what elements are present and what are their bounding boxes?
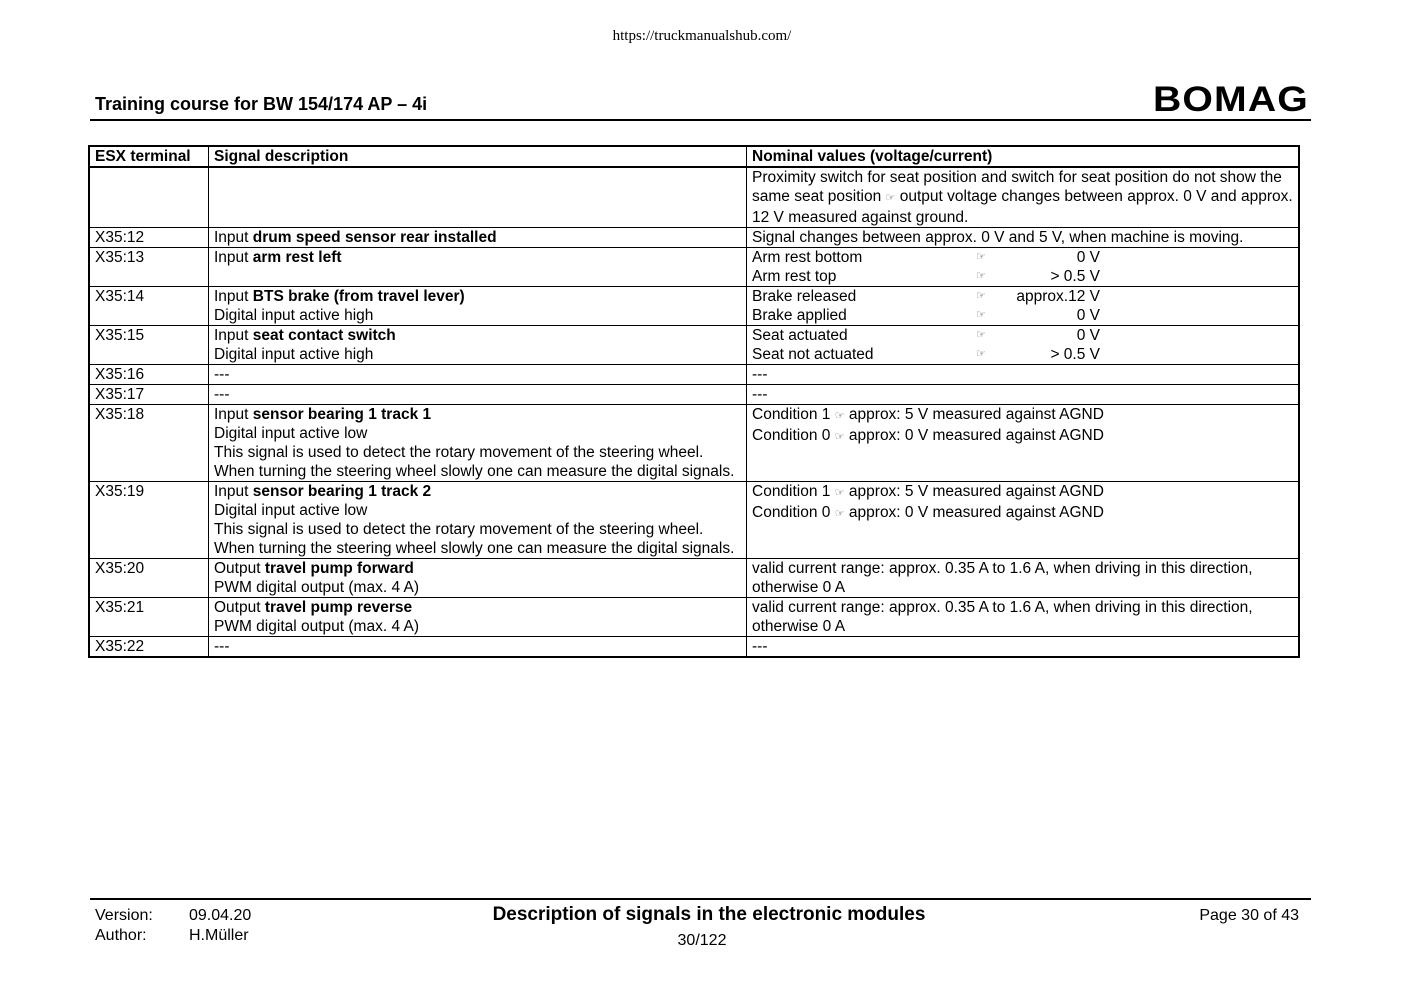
- table-row: [89, 326, 1299, 365]
- pointing-hand-icon: ☞: [834, 410, 845, 422]
- nominal-value-row: [752, 345, 1293, 364]
- nominal-value: 0 V: [1076, 249, 1100, 266]
- nominal-value-row: [752, 306, 1293, 325]
- terminal-cell: X35:17: [89, 385, 209, 405]
- cell-line: PWM digital output (max. 4 A): [214, 579, 420, 596]
- footer-title: Description of signals in the electronic modules: [492, 904, 926, 925]
- nominal-value-row: [752, 267, 1293, 286]
- signal-table: [88, 145, 1300, 658]
- pointing-hand-icon: ☞: [885, 192, 896, 204]
- table-header-row: [89, 146, 1299, 167]
- signal-name: arm rest left: [252, 249, 342, 266]
- nominal-value-row: [752, 248, 1293, 267]
- header-signal-description: Signal description: [209, 146, 747, 167]
- cell-line: valid current range: approx. 0.35 A to 1.6 A, when driving in this direction, otherwise 0 A: [752, 560, 1253, 596]
- pointing-hand-icon: ☞: [976, 348, 986, 360]
- nominal-value: 0 V: [1076, 307, 1100, 324]
- nominal-label: Seat actuated: [752, 327, 848, 344]
- cell-line: Input seat contact switch: [214, 327, 396, 344]
- pointing-hand-icon: ☞: [834, 508, 845, 520]
- cell-line: Output travel pump reverse: [214, 599, 413, 616]
- nominal-value: 0 V: [1076, 327, 1100, 344]
- pointing-hand-icon: ☞: [976, 290, 986, 302]
- cell-line: Condition 1 ☞ approx: 5 V measured against AGND: [752, 483, 1104, 500]
- cell-line: Proximity switch for seat position and switch for seat position do not show the same seat position ☞ output voltage changes between approx. 0 V and approx. 12 V measured against ground.: [752, 169, 1293, 226]
- description-cell: [209, 598, 747, 637]
- cell-line: ---: [214, 386, 230, 403]
- source-url: https://truckmanualshub.com/: [612, 28, 792, 44]
- terminal-cell: X35:21: [89, 598, 209, 637]
- cell-line: Digital input active low: [214, 425, 368, 442]
- table-row: [89, 559, 1299, 598]
- cell-line: Condition 0 ☞ approx: 0 V measured against AGND: [752, 504, 1104, 521]
- header-nominal-values: Nominal values (voltage/current): [747, 146, 1300, 167]
- nominal-value-row: [752, 287, 1293, 306]
- version-label: Version:: [95, 907, 153, 924]
- nominal-label: Brake applied: [752, 307, 847, 324]
- description-cell: [209, 482, 747, 559]
- version-value: 09.04.20: [189, 907, 252, 924]
- table-row: [89, 365, 1299, 385]
- nominal-label: Arm rest bottom: [752, 249, 863, 266]
- nominal-value-row: [752, 326, 1293, 345]
- signal-name: travel pump reverse: [264, 599, 413, 616]
- table-row: [89, 228, 1299, 248]
- cell-line: Condition 1 ☞ approx: 5 V measured against AGND: [752, 406, 1104, 423]
- pointing-hand-icon: ☞: [976, 309, 986, 321]
- nominal-cell: [747, 287, 1300, 326]
- nominal-cell: [747, 559, 1300, 598]
- pointing-hand-icon: ☞: [834, 487, 845, 499]
- cell-line: Input drum speed sensor rear installed: [214, 229, 497, 246]
- table-row: [89, 287, 1299, 326]
- pointing-hand-icon: ☞: [834, 431, 845, 443]
- terminal-cell: X35:20: [89, 559, 209, 598]
- nominal-cell: [747, 326, 1300, 365]
- cell-line: ---: [752, 366, 768, 383]
- page-indicator: Page 30 of 43: [1199, 907, 1299, 924]
- terminal-cell: X35:15: [89, 326, 209, 365]
- table-row: [89, 248, 1299, 287]
- bomag-logo: BOMAG: [1153, 80, 1309, 119]
- cell-line: Digital input active high: [214, 346, 374, 363]
- signal-name: BTS brake (from travel lever): [252, 288, 465, 305]
- description-cell: [209, 287, 747, 326]
- cell-line: Input sensor bearing 1 track 1: [214, 406, 432, 423]
- cell-line: PWM digital output (max. 4 A): [214, 618, 420, 635]
- terminal-cell: X35:12: [89, 228, 209, 248]
- pointing-hand-icon: ☞: [976, 251, 986, 263]
- description-cell: [209, 228, 747, 248]
- author-value: H.Müller: [189, 927, 249, 944]
- description-cell: [209, 167, 747, 228]
- cell-line: Digital input active low: [214, 502, 368, 519]
- description-cell: [209, 559, 747, 598]
- signal-name: drum speed sensor rear installed: [252, 229, 497, 246]
- footer-rule: [90, 898, 1311, 900]
- nominal-cell: [747, 598, 1300, 637]
- cell-line: ---: [752, 638, 768, 655]
- nominal-cell: [747, 637, 1300, 658]
- nominal-cell: [747, 167, 1300, 228]
- cell-line: Digital input active high: [214, 307, 374, 324]
- table-row: [89, 405, 1299, 482]
- cell-line: Signal changes between approx. 0 V and 5 V, when machine is moving.: [752, 229, 1244, 246]
- nominal-cell: [747, 405, 1300, 482]
- terminal-cell: X35:19: [89, 482, 209, 559]
- description-cell: [209, 385, 747, 405]
- nominal-cell: [747, 248, 1300, 287]
- terminal-cell: X35:13: [89, 248, 209, 287]
- cell-line: Input sensor bearing 1 track 2: [214, 483, 432, 500]
- cell-line: Input arm rest left: [214, 249, 342, 266]
- terminal-cell: X35:18: [89, 405, 209, 482]
- nominal-label: Arm rest top: [752, 268, 837, 285]
- cell-line: This signal is used to detect the rotary movement of the steering wheel. When turning the steering wheel slowly one can measure the digital signals.: [214, 521, 735, 557]
- signal-name: sensor bearing 1 track 2: [252, 483, 432, 500]
- description-cell: [209, 637, 747, 658]
- table-body: [89, 167, 1299, 657]
- description-cell: [209, 405, 747, 482]
- description-cell: [209, 365, 747, 385]
- signal-name: sensor bearing 1 track 1: [252, 406, 432, 423]
- cell-line: Condition 0 ☞ approx: 0 V measured against AGND: [752, 427, 1104, 444]
- nominal-cell: [747, 385, 1300, 405]
- terminal-cell: X35:14: [89, 287, 209, 326]
- table-row: [89, 637, 1299, 658]
- nominal-cell: [747, 365, 1300, 385]
- cell-line: ---: [214, 638, 230, 655]
- signal-name: seat contact switch: [252, 327, 396, 344]
- cell-line: ---: [214, 366, 230, 383]
- cell-line: Output travel pump forward: [214, 560, 414, 577]
- nominal-label: Seat not actuated: [752, 346, 874, 363]
- nominal-value: approx.12 V: [1016, 288, 1100, 305]
- cell-line: valid current range: approx. 0.35 A to 1.6 A, when driving in this direction, otherwise 0 A: [752, 599, 1253, 635]
- nominal-cell: [747, 482, 1300, 559]
- cell-line: This signal is used to detect the rotary movement of the steering wheel. When turning the steering wheel slowly one can measure the digital signals.: [214, 444, 735, 480]
- nominal-label: Brake released: [752, 288, 857, 305]
- table-row: [89, 385, 1299, 405]
- table-row: [89, 167, 1299, 228]
- header-rule: [90, 119, 1311, 121]
- terminal-cell: [89, 167, 209, 228]
- nominal-cell: [747, 228, 1300, 248]
- page-title: Training course for BW 154/174 AP – 4i: [95, 94, 428, 114]
- table-row: [89, 598, 1299, 637]
- cell-line: ---: [752, 386, 768, 403]
- document-page-number: 30/122: [677, 932, 727, 949]
- pointing-hand-icon: ☞: [976, 329, 986, 341]
- cell-line: Input BTS brake (from travel lever): [214, 288, 465, 305]
- terminal-cell: X35:16: [89, 365, 209, 385]
- signal-name: travel pump forward: [264, 560, 414, 577]
- terminal-cell: X35:22: [89, 637, 209, 658]
- description-cell: [209, 326, 747, 365]
- nominal-value: > 0.5 V: [1050, 346, 1100, 363]
- pointing-hand-icon: ☞: [976, 270, 986, 282]
- author-label: Author:: [95, 927, 147, 944]
- description-cell: [209, 248, 747, 287]
- header-esx-terminal: ESX terminal: [89, 146, 209, 167]
- table-row: [89, 482, 1299, 559]
- nominal-value: > 0.5 V: [1050, 268, 1100, 285]
